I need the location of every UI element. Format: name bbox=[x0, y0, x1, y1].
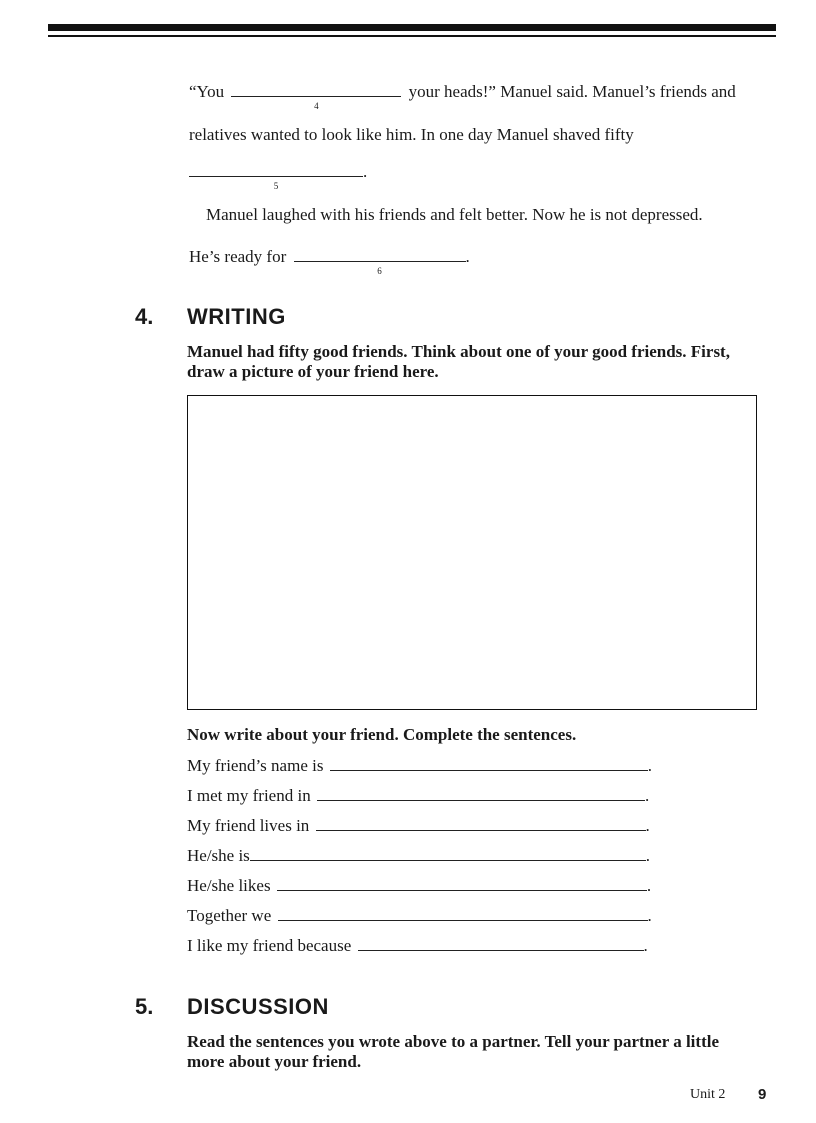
section-5-title: DISCUSSION bbox=[187, 994, 329, 1019]
sentence-row: My friend’s name is . bbox=[187, 756, 652, 775]
sentence-prompt: He/she is bbox=[187, 846, 250, 865]
blank-5[interactable] bbox=[189, 162, 363, 191]
passage-line-4: He’s ready for 6 . bbox=[189, 247, 470, 276]
answer-blank[interactable] bbox=[250, 846, 646, 861]
passage-text: He’s ready for bbox=[189, 247, 287, 266]
passage-text: your heads!” Manuel said. Manuel’s friends and bbox=[408, 82, 736, 101]
discussion-instruction-2: more about your friend. bbox=[187, 1052, 362, 1071]
passage-text: relatives wanted to look like him. In one day Manuel shaved fifty bbox=[189, 125, 634, 144]
sentence-row: Together we . bbox=[187, 906, 652, 925]
writing-instruction-1: Manuel had fifty good friends. Think about one of your good friends. First, bbox=[187, 342, 730, 361]
passage-text: Manuel laughed with his friends and felt better. Now he is not depressed. bbox=[206, 205, 703, 224]
sentence-row: I met my friend in . bbox=[187, 786, 650, 805]
writing-instruction-2: draw a picture of your friend here. bbox=[187, 362, 439, 381]
section-4-title: WRITING bbox=[187, 304, 286, 329]
blank-number: 6 bbox=[377, 266, 382, 276]
sentence-row: I like my friend because . bbox=[187, 936, 648, 955]
answer-blank[interactable] bbox=[317, 786, 645, 801]
passage-line-1 bbox=[189, 82, 736, 111]
sentence-prompt: I met my friend in bbox=[187, 786, 311, 805]
blank-number: 5 bbox=[273, 181, 279, 191]
sentence-prompt: He/she likes bbox=[187, 876, 271, 895]
passage-text: “You bbox=[189, 82, 225, 101]
blank-number: 4 bbox=[314, 101, 319, 111]
page-number: 9 bbox=[758, 1086, 767, 1103]
sentence-prompt: I like my friend because bbox=[187, 936, 352, 955]
answer-blank[interactable] bbox=[330, 756, 648, 771]
complete-instruction: Now write about your friend. Complete the sentences. bbox=[187, 725, 577, 744]
passage-line-2 bbox=[189, 125, 634, 145]
passage-blank-line: 5 . bbox=[189, 162, 367, 182]
section-4-number: 4. bbox=[135, 304, 154, 329]
blank-4[interactable] bbox=[231, 82, 401, 111]
answer-blank[interactable] bbox=[358, 936, 644, 951]
sentence-prompt: My friend lives in bbox=[187, 816, 310, 835]
sentence-prompt: My friend’s name is bbox=[187, 756, 324, 775]
drawing-box[interactable] bbox=[187, 395, 757, 710]
header-rule-thick bbox=[48, 24, 776, 31]
answer-blank[interactable] bbox=[278, 906, 648, 921]
passage-line-3 bbox=[206, 205, 703, 225]
footer-unit: Unit 2 bbox=[690, 1087, 726, 1102]
sentence-row: He/she is . bbox=[187, 846, 651, 865]
section-5-number: 5. bbox=[135, 994, 154, 1019]
answer-blank[interactable] bbox=[277, 876, 647, 891]
sentence-prompt: Together we bbox=[187, 906, 272, 925]
discussion-instruction-1: Read the sentences you wrote above to a partner. Tell your partner a little bbox=[187, 1032, 719, 1051]
header-rule-thin bbox=[48, 35, 776, 37]
sentence-row: My friend lives in . bbox=[187, 816, 650, 835]
sentence-row: He/she likes . bbox=[187, 876, 652, 895]
answer-blank[interactable] bbox=[316, 816, 646, 831]
